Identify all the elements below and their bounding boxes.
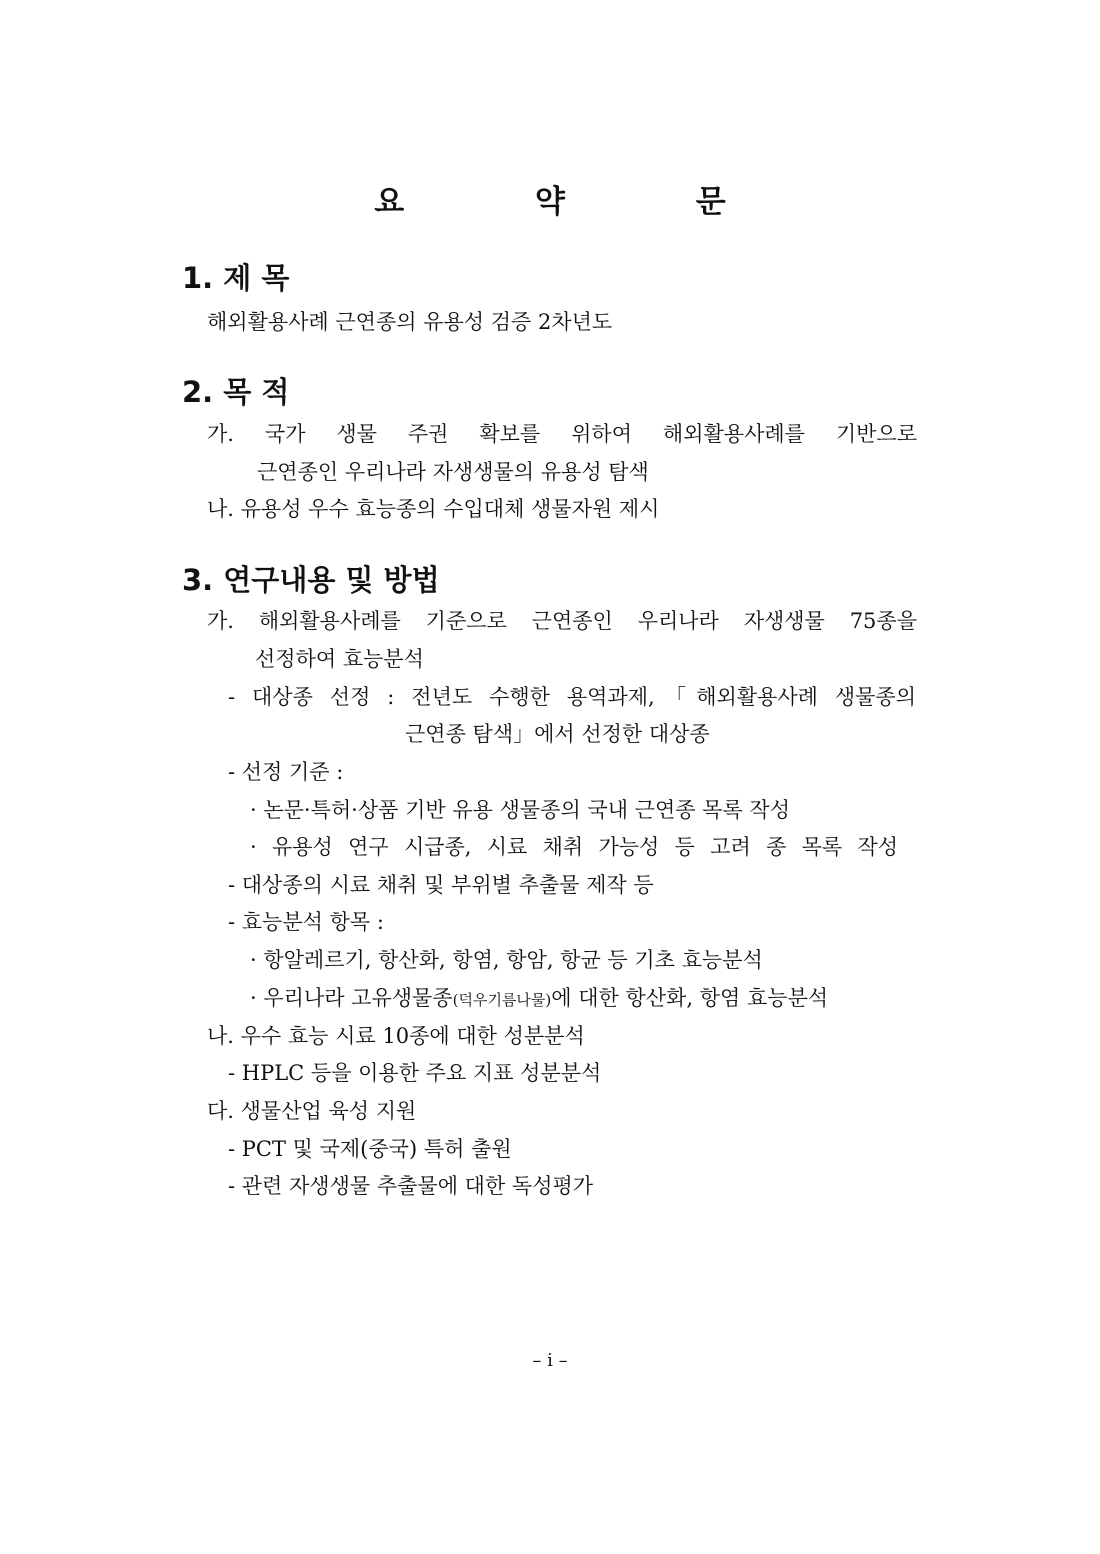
section-2-heading: 2. 목 적 xyxy=(182,375,290,409)
method-criteria-2: · 유용성 연구 시급종, 시료 채취 가능성 등 고려 종 목록 작성 xyxy=(250,835,898,859)
method-sampling: - 대상종의 시료 채취 및 부위별 추출물 제작 등 xyxy=(228,873,654,897)
section-1-heading: 1. 제 목 xyxy=(182,261,290,295)
page-number: – i – xyxy=(532,1350,568,1371)
method-toxicity: - 관련 자생생물 추출물에 대한 독성평가 xyxy=(228,1174,594,1198)
method-efficacy-2-species: (덕우기름나물) xyxy=(452,991,552,1009)
method-efficacy-2-main: · 우리나라 고유생물종 xyxy=(250,986,453,1010)
method-target-selection: - 대상종 선정 : 전년도 수행한 용역과제,「해외활용사례 생물종의 xyxy=(228,685,916,709)
method-hplc: - HPLC 등을 이용한 주요 지표 성분분석 xyxy=(228,1061,602,1085)
method-item-c: 다. 생물산업 육성 지원 xyxy=(207,1099,417,1123)
method-criteria: - 선정 기준 : xyxy=(228,760,344,784)
section-3-heading: 3. 연구내용 및 방법 xyxy=(182,563,440,597)
purpose-item-a: 가. 국가 생물 주권 확보를 위하여 해외활용사례를 기반으로 xyxy=(207,422,917,446)
document-title: 요 약 문 xyxy=(374,184,786,220)
section-1-text: 해외활용사례 근연종의 유용성 검증 2차년도 xyxy=(207,310,613,334)
method-efficacy-2-tail: 에 대한 항산화, 항염 효능분석 xyxy=(551,986,829,1010)
method-efficacy-2 xyxy=(250,988,828,1009)
method-item-a: 가. 해외활용사례를 기준으로 근연종인 우리나라 자생생물 75종을 xyxy=(207,609,917,633)
method-item-b: 나. 우수 효능 시료 10종에 대한 성분분석 xyxy=(207,1024,585,1048)
method-efficacy-items: - 효능분석 항목 : xyxy=(228,910,384,934)
method-item-a-cont: 선정하여 효능분석 xyxy=(255,647,424,671)
purpose-item-b: 나. 유용성 우수 효능종의 수입대체 생물자원 제시 xyxy=(207,497,660,521)
method-target-selection-cont: 근연종 탐색」에서 선정한 대상종 xyxy=(405,722,710,746)
method-criteria-1: · 논문·특허·상품 기반 유용 생물종의 국내 근연종 목록 작성 xyxy=(250,798,791,822)
method-patent: - PCT 및 국제(중국) 특허 출원 xyxy=(228,1137,512,1161)
purpose-item-a-cont: 근연종인 우리나라 자생생물의 유용성 탐색 xyxy=(257,460,649,484)
method-efficacy-1: · 항알레르기, 항산화, 항염, 항암, 항균 등 기초 효능분석 xyxy=(250,948,763,972)
